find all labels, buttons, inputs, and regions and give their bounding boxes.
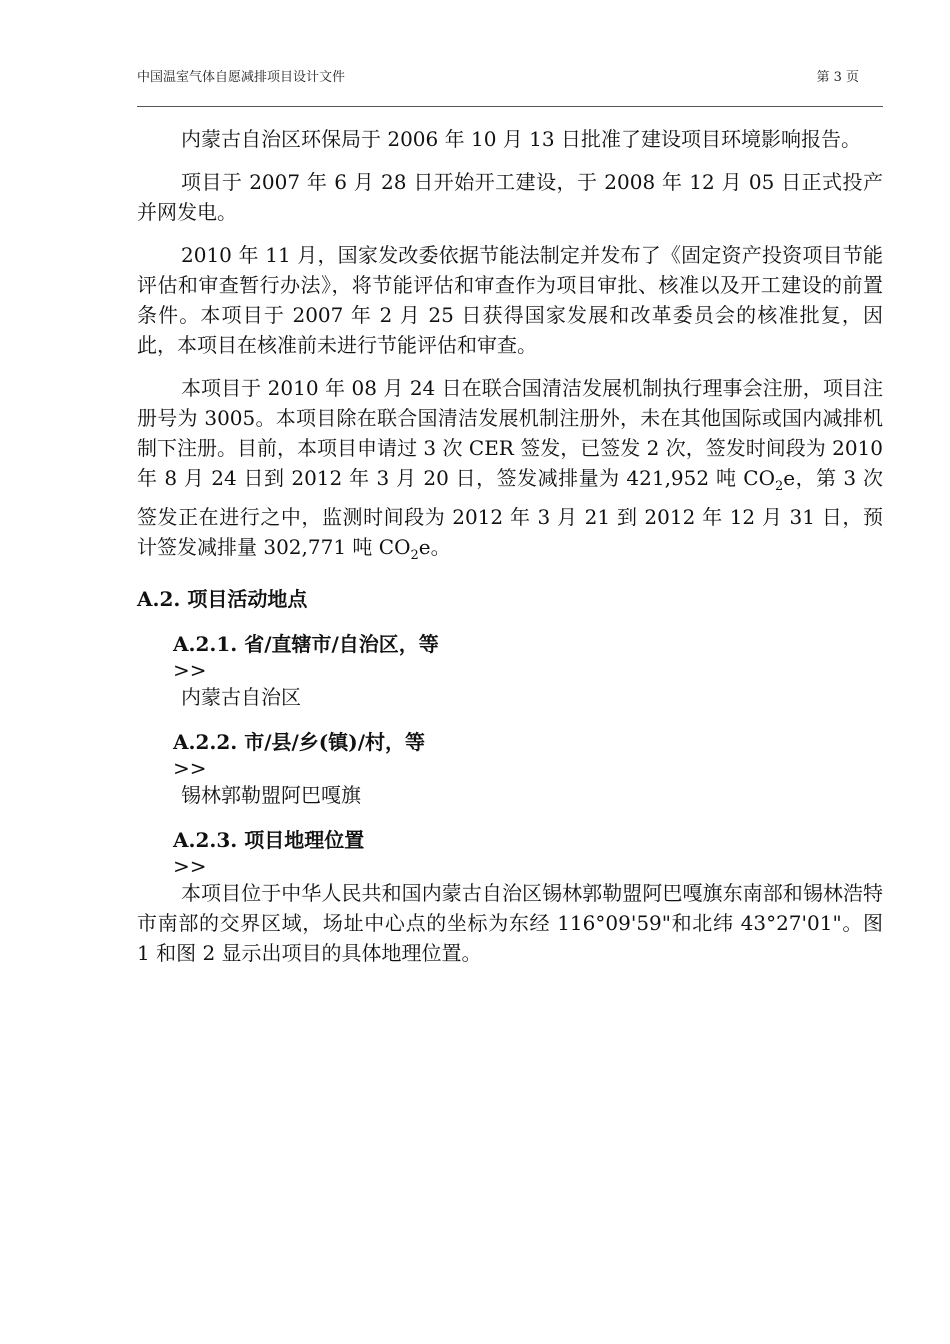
co2-subscript-1: 2 xyxy=(775,479,784,494)
city-county-value: 锡林郭勒盟阿巴嘎旗 xyxy=(181,783,361,807)
header-divider xyxy=(137,106,883,107)
subsection-heading-a21: A.2.1. 省/直辖市/自治区，等 xyxy=(173,632,439,656)
answer-marker: >> xyxy=(173,658,207,682)
subsection-heading-a23: A.2.3. 项目地理位置 xyxy=(173,828,365,852)
co2-subscript-2: 2 xyxy=(410,548,419,563)
page-body xyxy=(137,124,883,981)
cdm-text-part2: e，第 3 次签发正在进行之中，监测时间段为 2012 年 3 月 21 到 2012 年 12 月 31 日，预计签发减排量 302,771 吨 CO xyxy=(137,466,884,559)
page-header xyxy=(137,66,883,88)
paragraph-cdm-registration xyxy=(137,373,883,571)
paragraph-construction: 项目于 2007 年 6 月 28 日开始开工建设，于 2008 年 12 月 05 日正式投产并网发电。 xyxy=(137,170,883,224)
paragraph-energy-assessment: 2010 年 11 月，国家发改委依据节能法制定并发布了《固定资产投资项目节能评估和审查暂行办法》，将节能评估和审查作为项目审批、核准以及开工建设的前置条件。本项目于 2007 年 2 月 25 日获得国家发展和改革委员会的核准批复，因此，本项目在核准前未进行节能评估和审查。 xyxy=(137,243,883,357)
cdm-text-part1: 本项目于 2010 年 08 月 24 日在联合国清洁发展机制执行理事会注册，项目注册号为 3005。本项目除在联合国清洁发展机制注册外，未在其他国际或国内减排机制下注册。目前，本项目申请过 3 次 CER 签发，已签发 2 次，签发时间段为 2010 年 8 月 24 日到 2012 年 3 月 20 日，签发减排量为 421,952 吨 CO xyxy=(137,376,883,490)
cdm-text-part3: e。 xyxy=(418,535,451,559)
document-title: 中国温室气体自愿减排项目设计文件 xyxy=(137,70,346,85)
subsection-heading-a22: A.2.2. 市/县/乡(镇)/村，等 xyxy=(173,730,426,754)
page-number: 第 3 页 xyxy=(816,70,859,85)
paragraph-eia-approval: 内蒙古自治区环保局于 2006 年 10 月 13 日批准了建设项目环境影响报告。 xyxy=(181,127,861,151)
section-heading-a2: A.2. 项目活动地点 xyxy=(137,587,308,611)
location-description: 本项目位于中华人民共和国内蒙古自治区锡林郭勒盟阿巴嘎旗东南部和锡林浩特市南部的交界区域，场址中心点的坐标为东经 116°09'59"和北纬 43°27'01"。图 1 和图 2 显示出项目的具体地理位置。 xyxy=(137,881,883,965)
province-value: 内蒙古自治区 xyxy=(181,685,301,709)
answer-marker: >> xyxy=(173,854,207,878)
answer-marker: >> xyxy=(173,756,207,780)
